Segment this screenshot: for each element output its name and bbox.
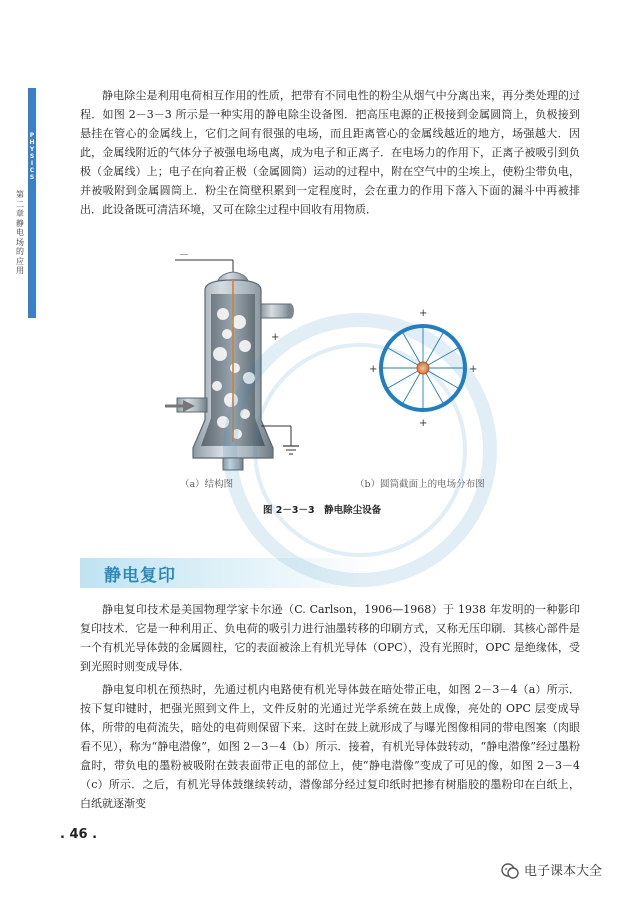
central-wire-section (417, 362, 429, 374)
paragraph-electrostatic-copying-intro: 静电复印技术是美国物理学家卡尔逊（C. Carlson，1906—1968）于 1938 年发明的一种影印复印技术．它是一种利用正、负电荷的吸引力进行油墨转移的印刷方式，又称无压印刷．其核心部件是一个有机光导体鼓的金属圆柱，它的表面被涂上有机光导体（OPC），没有光照时，OPC 是绝缘体，受到光照时则变成导体． (80, 603, 580, 673)
watermark-text: 电子课本大全 (524, 864, 603, 879)
plus-terminal-label: + (271, 332, 280, 343)
page-number: . 46 . (60, 827, 98, 842)
structure-diagram (165, 250, 299, 470)
sidebar-subject-label: PHYSICS (29, 132, 35, 181)
hopper-outlet (223, 458, 243, 470)
sidebar-accent-bar (28, 88, 36, 318)
paragraph-electrostatic-copying-process: 静电复印机在预热时，先通过机内电路使有机光导体鼓在暗处带正电，如图 2－3－4（a）所示．按下复印键时，把强光照到文件上，文件反射的光通过光学系统在鼓上成像，亮处的 OPC 层变成导体，所带的电荷流失，暗处的电荷则保留下来．这时在鼓上就形成了与曝光图像相同的带电图案（肉眼看不见），称为“静电潜像”，如图 2－3－4（b）所示．接着，有机光导体鼓转动，“静电潜像”经过墨粉盒时，带负电的墨粉被吸附在鼓表面带正电的部位上，使“静电潜像”变成了可见的像，如图 2－3－4（c）所示．之后，有机光导体鼓继续转动，潜像部分经过复印纸时把掺有树脂胶的墨粉印在白纸上，白纸就逐渐变 (80, 683, 580, 810)
sidebar-chapter-label: 第二章 静电场的应用 (16, 190, 24, 275)
minus-terminal-label: － (179, 250, 189, 261)
field-distribution-diagram (369, 308, 477, 429)
figure-caption-b: （b）圆筒截面上的电场分布图 (355, 479, 485, 490)
paragraph-electrostatic-precipitation: 静电除尘是利用电荷相互作用的性质，把带有不同电性的粉尘从烟气中分离出来，再分类处理的过程．如图 2－3－3 所示是一种实用的静电除尘设备图．把高压电源的正极接到金属圆筒上，负极接到悬挂在管心的金属线上，它们之间有很强的电场，而且距离管心的金属线越近的地方，场强越大．因此，金属线附近的气体分子被强电场电离，成为电子和正离子．在电场力的作用下，正离子被吸引到负极（金属线）上；电子在向着正极（金属圆筒）运动的过程中，附在空气中的尘埃上，使粉尘带负电，并被吸附到金属圆筒上．粉尘在筒壁积累到一定程度时，会在重力的作用下落入下面的漏斗中再被排出．此设备既可清洁环境，又可在除尘过程中回收有用物质． (80, 89, 580, 216)
outlet-pipe (261, 304, 291, 318)
figure-title: 图 2－3－3 静电除尘设备 (263, 505, 382, 516)
wechat-logo-icon (500, 861, 520, 881)
figure-caption-a: （a）结构图 (180, 479, 234, 490)
field-plus-right: + (469, 364, 478, 375)
field-plus-bottom: + (419, 418, 428, 429)
field-plus-top: + (419, 308, 428, 319)
field-plus-left: + (369, 364, 378, 375)
section-title: 静电复印 (104, 566, 176, 586)
